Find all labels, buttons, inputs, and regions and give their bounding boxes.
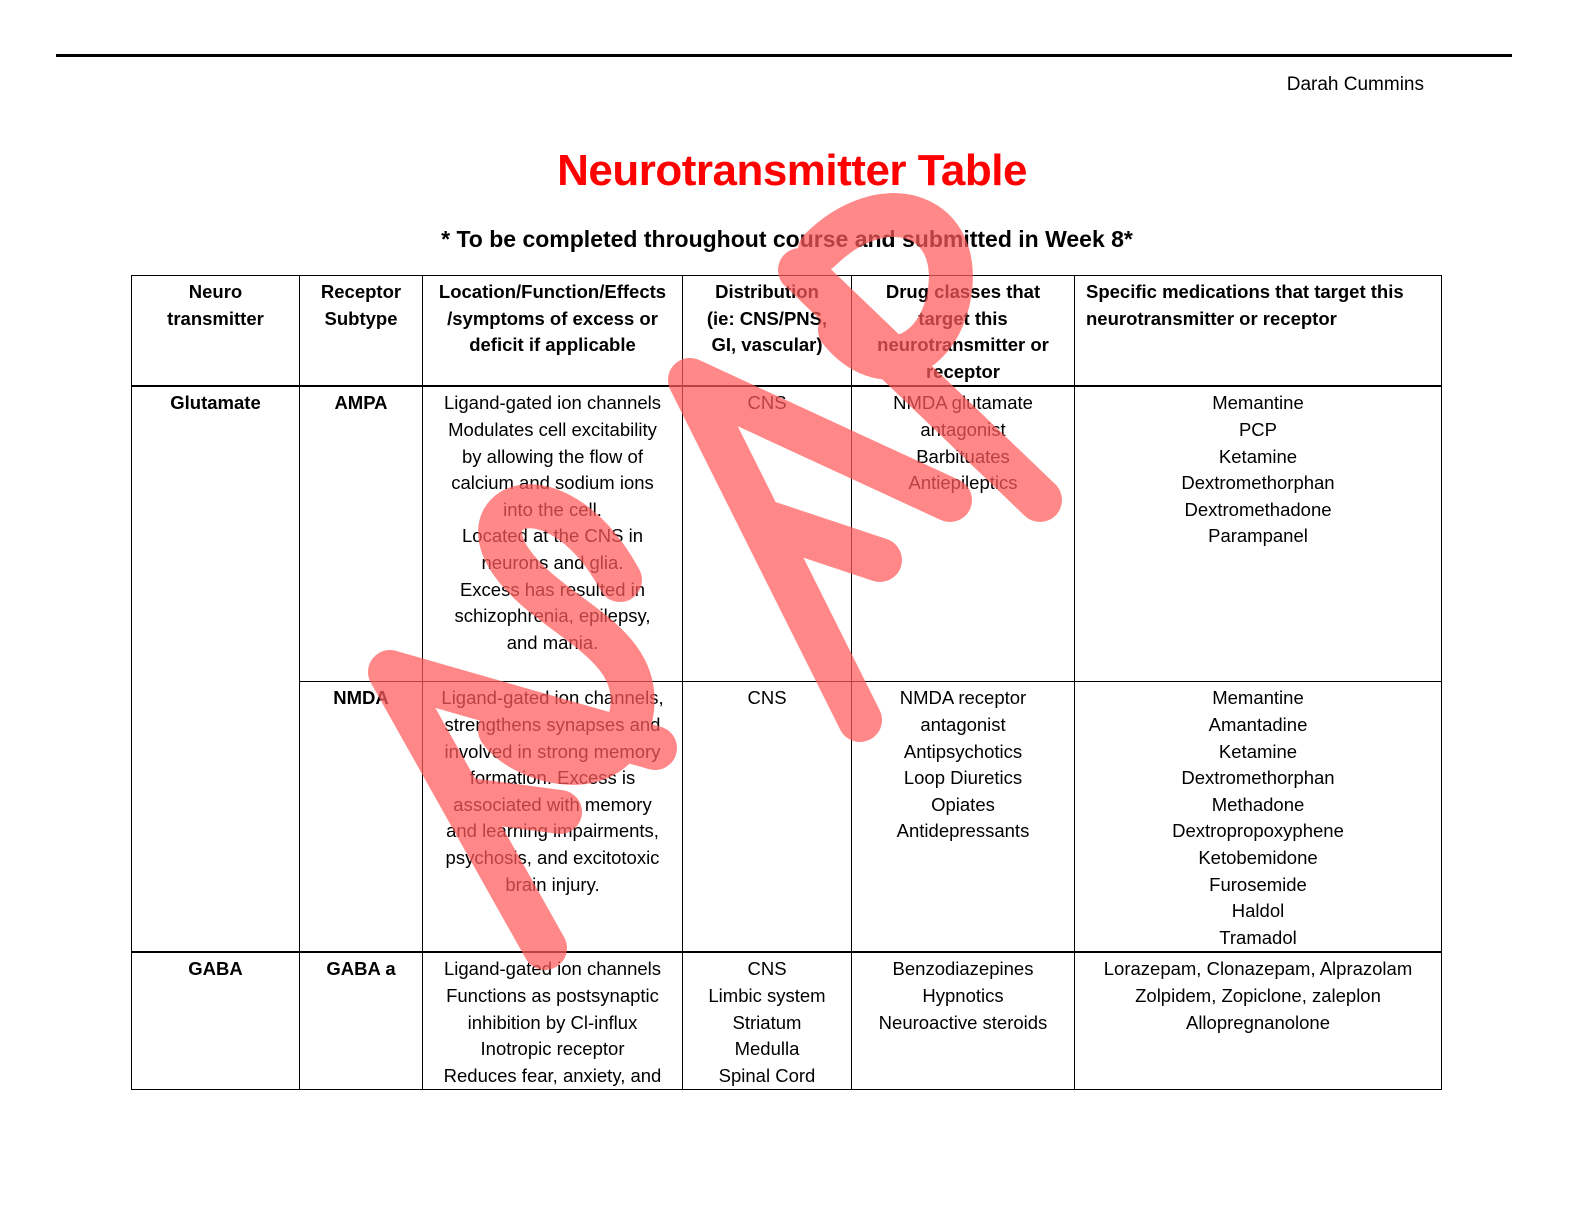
page-subtitle: * To be completed throughout course and submitted in Week 8* [441,226,1133,252]
header-line: /symptoms of excess or [447,307,658,329]
cell-medications [1075,952,1442,1089]
cell-line: Ligand-gated ion channels, [441,687,664,709]
header-line: receptor [925,360,1001,382]
header-line: Location/Function/Effects [438,281,667,302]
cell-line: strengthens synapses and [444,713,661,735]
header-line: Receptor [320,281,402,302]
cell-line: Ligand-gated ion channels [443,958,662,980]
cell-line: brain injury. [505,873,600,895]
cell-line: Ligand-gated ion channels [443,392,662,414]
header-line: transmitter [167,307,264,329]
cell-line: Opiates [931,793,995,815]
cell-line: Haldol [1231,900,1285,922]
table-row-ampa [132,386,1442,682]
cell-line: antagonist [920,713,1006,735]
cell-line: inhibition by Cl-influx [467,1011,638,1033]
top-rule [56,54,1512,57]
cell-line: into the cell. [503,498,602,520]
cell-line: Lorazepam, Clonazepam, Alprazolam [1103,958,1413,980]
cell-line: neurons and glia. [481,551,624,573]
cell-line: involved in strong memory [444,740,661,762]
neurotransmitter-table [131,275,1442,1090]
cell-line: Memantine [1212,687,1304,709]
header-line: Distribution [715,281,819,302]
header-distribution [683,276,852,387]
header-line: neurotransmitter or receptor [1086,307,1337,329]
cell-line: Antidepressants [896,820,1030,842]
header-receptor-subtype [300,276,423,387]
header-line: GI, vascular) [711,334,823,356]
cell-line: NMDA glutamate [893,392,1033,414]
cell-distribution [683,386,852,682]
cell-line: formation. Excess is [469,767,636,789]
header-location-function [423,276,683,387]
cell-line: Antiepileptics [908,472,1018,494]
cell-distribution [683,682,852,952]
cell-line: Excess has resulted in [459,578,646,600]
header-line: (ie: CNS/PNS, [706,307,828,329]
cell-line: Loop Diuretics [903,767,1023,789]
cell-line: psychosis, and excitotoxic [445,846,660,868]
cell-line: CNS [747,687,787,709]
cell-line: Medulla [734,1038,800,1060]
cell-line: Ketamine [1218,445,1298,467]
cell-medications [1075,682,1442,952]
header-line: target this [918,307,1008,329]
cell-subtype: GABA a [300,952,423,1089]
cell-line: Spinal Cord [718,1064,816,1086]
cell-line: Parampanel [1208,525,1308,547]
cell-neurotransmitter: GABA [132,952,300,1089]
cell-line: Reduces fear, anxiety, and [443,1064,662,1086]
cell-line: schizophrenia, epilepsy, [454,605,651,627]
header-neurotransmitter [132,276,300,387]
cell-line: by allowing the flow of [462,445,643,467]
cell-line: antagonist [920,418,1006,440]
cell-line: associated with memory [453,793,652,815]
cell-location [423,952,683,1089]
cell-line: Hypnotics [922,984,1004,1006]
cell-medications [1075,386,1442,682]
cell-line: Striatum [732,1011,802,1033]
cell-line: Neuroactive steroids [878,1011,1048,1033]
cell-drug-classes [852,682,1075,952]
cell-line: and learning impairments, [446,820,659,842]
cell-location [423,682,683,952]
header-drug-classes [852,276,1075,387]
cell-line: Dextropropoxyphene [1172,820,1344,842]
cell-line: Dextromethorphan [1181,472,1335,494]
cell-neurotransmitter: Glutamate [132,386,300,952]
author-name: Darah Cummins [1286,74,1424,95]
cell-drug-classes [852,952,1075,1089]
cell-line: Methadone [1211,793,1305,815]
cell-line: calcium and sodium ions [451,472,654,494]
cell-location [423,386,683,682]
cell-subtype: AMPA [300,386,423,682]
cell-line: CNS [747,392,787,414]
cell-drug-classes [852,386,1075,682]
cell-line: Limbic system [708,984,826,1006]
cell-line: Amantadine [1208,713,1308,735]
cell-line: Furosemide [1209,873,1307,895]
table-row-nmda [132,682,1442,952]
header-line: Drug classes that [885,281,1041,302]
cell-line: Dextromethadone [1184,498,1332,520]
cell-line: Antipsychotics [903,740,1023,762]
table-row-gaba [132,952,1442,1089]
cell-line: Located at the CNS in [462,525,643,547]
cell-line: Zolpidem, Zopiclone, zaleplon [1135,984,1381,1006]
cell-line: Barbituates [916,445,1010,467]
header-specific-medications [1075,276,1442,387]
cell-line: and mania. [506,631,599,653]
cell-subtype: NMDA [300,682,423,952]
cell-line: Dextromethorphan [1181,767,1335,789]
cell-line: CNS [747,958,787,980]
cell-line: Tramadol [1219,926,1297,948]
header-line: neurotransmitter or [877,334,1049,356]
header-line: Specific medications that target this [1086,281,1404,302]
cell-line: Ketamine [1218,740,1298,762]
page-title: Neurotransmitter Table [557,146,1027,195]
cell-line: PCP [1238,418,1278,440]
cell-line: Modulates cell excitability [448,418,657,440]
header-row [132,276,1442,387]
cell-line: Functions as postsynaptic [446,984,659,1006]
cell-distribution [683,952,852,1089]
cell-line: Allopregnanolone [1185,1011,1330,1033]
cell-line: Benzodiazepines [892,958,1034,980]
cell-line: NMDA receptor [899,687,1027,709]
header-line: deficit if applicable [469,334,636,356]
header-line: Neuro [188,281,243,302]
cell-line: Inotropic receptor [480,1038,625,1060]
header-line: Subtype [324,307,398,329]
cell-line: Ketobemidone [1198,846,1318,868]
cell-line: Memantine [1212,392,1304,414]
